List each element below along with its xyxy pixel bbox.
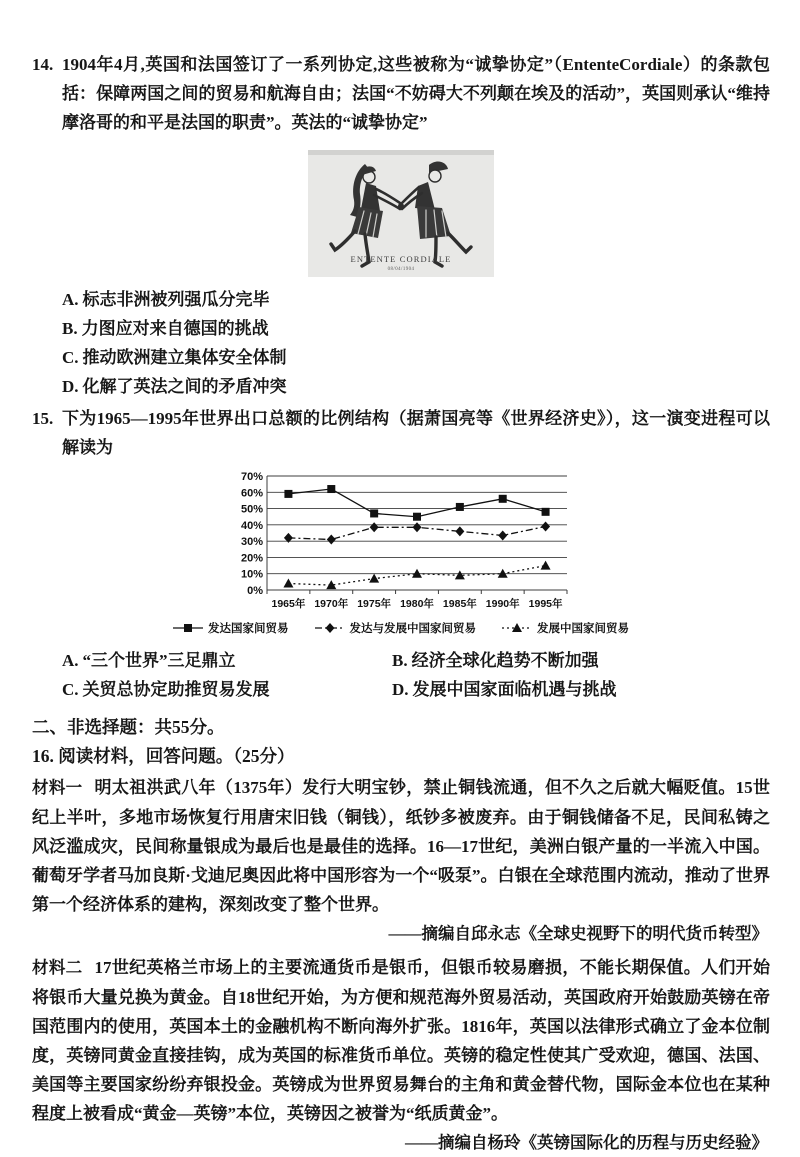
q14-option-d-text: 化解了英法之间的矛盾冲突	[82, 377, 287, 396]
y-tick-label: 50%	[240, 503, 263, 516]
question-14-stem: 1904年4月,英国和法国签订了一系列协定,这些被称为“诚挚协定”（EntenteCordiale）的条款包括：保障两国之间的贸易和航海自由；法国“不妨碍大不列颠在埃及的活动”，英国则承认“维持摩洛哥的和平是法国的职责”。英法的“诚挚协定”	[62, 55, 770, 132]
entente-cordiale-cartoon	[308, 150, 494, 277]
section-2-header: 二、非选择题：共55分。	[32, 717, 225, 737]
question-14	[32, 50, 770, 137]
q14-option-b-label: B.	[62, 319, 78, 338]
question-15-options	[62, 646, 770, 704]
x-tick-label: 1965年	[270, 598, 305, 610]
question-14-number: 14.	[32, 55, 54, 74]
joined-hands	[398, 203, 404, 209]
material-2-source: ——摘编自杨玲《英镑国际化的历程与历史经验》	[405, 1133, 768, 1152]
material-2-text: 17世纪英格兰市场上的主要流通货币是银币，但银币较易磨损，不能长期保值。人们开始将银币大量兑换为黄金。自18世纪开始，为方便和规范海外贸易活动，英国政府开始鼓励英镑在帝国范围内的使用，英国本土的金融机构不断向海外扩张。1816年，英国以法律形式确立了金本位制度，英镑同黄金直接挂钩，成为英国的标准货币单位。英镑的稳定性使其广受欢迎，德国、法国、美国等主要国家纷纷弃银投金。英镑成为世界贸易舞台的主角和黄金替代物，国际金本位也在某种程度上被看成“黄金—英镑”本位，英镑因之被誉为“纸质黄金”。	[32, 958, 771, 1123]
q14-option-c-text: 推动欧洲建立集体安全体制	[82, 348, 287, 367]
q15-option-d-label: D.	[392, 680, 409, 699]
q14-option-a-label: A.	[62, 290, 79, 309]
cartoon-caption: ENTENTE CORDIALE	[350, 254, 452, 264]
q14-option-c	[62, 343, 770, 372]
trade-structure-chart	[208, 468, 629, 636]
material-2	[32, 953, 770, 1128]
legend-item	[315, 620, 477, 636]
q15-option-c-text: 关贸总协定助推贸易发展	[82, 680, 270, 699]
x-tick-label: 1970年	[313, 598, 348, 610]
material-1-text: 明太祖洪武八年（1375年）发行大明宝钞，禁止铜钱流通，但不久之后就大幅贬值。15世纪上半叶，多地市场恢复行用唐宋旧钱（铜钱），纸钞多被废弃。由于铜钱储备不足，民间私铸之风泛滥成灾，民间称量银成为最后也是最佳的选择。16—17世纪，美洲白银产量的一半流入中国。葡萄牙学者马加良斯·戈迪尼奥因此将中国形容为一个“吸泵”。白银在全球范围内流动，推动了世界第一个经济体系的建构，深刻改变了整个世界。	[32, 778, 771, 914]
x-tick-label: 1990年	[485, 598, 520, 610]
q15-option-a-label: A.	[62, 651, 79, 670]
question-15	[32, 404, 770, 462]
q15-option-b-text: 经济全球化趋势不断加强	[411, 651, 599, 670]
cartoon-date: 08/04/1904	[387, 267, 415, 272]
q14-option-c-label: C.	[62, 348, 79, 367]
q15-option-a	[62, 646, 392, 675]
y-tick-label: 10%	[240, 568, 263, 581]
y-tick-label: 30%	[240, 536, 263, 549]
y-tick-label: 20%	[240, 552, 263, 565]
legend-label: 发展中国家间贸易	[537, 623, 629, 635]
q14-option-a-text: 标志非洲被列强瓜分完毕	[82, 290, 270, 309]
x-tick-label: 1975年	[356, 598, 391, 610]
material-1-source: ——摘编自邱永志《全球史视野下的明代货币转型》	[388, 924, 768, 943]
q14-option-b	[62, 314, 770, 343]
q15-option-d	[392, 675, 770, 704]
q15-option-a-text: “三个世界”三足鼎立	[82, 651, 236, 670]
q15-option-c	[62, 675, 392, 704]
series-line-square	[288, 489, 545, 517]
q14-option-a	[62, 285, 770, 314]
legend-label: 发达与发展中国家间贸易	[349, 623, 476, 635]
x-tick-label: 1985年	[442, 598, 477, 610]
x-tick-label: 1995年	[528, 598, 563, 610]
y-tick-label: 0%	[246, 585, 263, 597]
y-tick-label: 60%	[240, 487, 263, 500]
cartoon-illustration	[308, 150, 494, 277]
q15-option-b-label: B.	[392, 651, 408, 670]
question-15-stem: 下为1965—1995年世界出口总额的比例结构（据萧国亮等《世界经济史》），这一演变进程可以解读为	[62, 409, 770, 457]
legend-marker-triangle	[502, 622, 532, 634]
material-1-label: 材料一	[32, 779, 83, 797]
q14-option-d	[62, 372, 770, 401]
question-15-number: 15.	[32, 409, 54, 428]
question-14-options	[62, 285, 770, 401]
question-16-header: 16. 阅读材料，回答问题。（25分）	[32, 746, 295, 766]
legend-item	[502, 620, 629, 636]
y-tick-label: 70%	[240, 471, 263, 483]
y-tick-label: 40%	[240, 519, 263, 532]
x-tick-label: 1980年	[399, 598, 434, 610]
legend-marker-diamond	[315, 622, 345, 634]
line-chart	[229, 468, 574, 618]
legend-item	[173, 620, 289, 636]
q14-option-b-text: 力图应对来自德国的挑战	[81, 319, 269, 338]
material-1	[32, 773, 770, 919]
q15-option-b	[392, 646, 770, 675]
q15-option-d-text: 发展中国家面临机遇与挑战	[412, 680, 617, 699]
q14-option-d-label: D.	[62, 377, 79, 396]
material-2-label: 材料二	[32, 959, 83, 977]
legend-label: 发达国家间贸易	[208, 623, 289, 635]
chart-legend	[208, 620, 629, 636]
legend-marker-square	[173, 622, 203, 634]
q15-option-c-label: C.	[62, 680, 79, 699]
